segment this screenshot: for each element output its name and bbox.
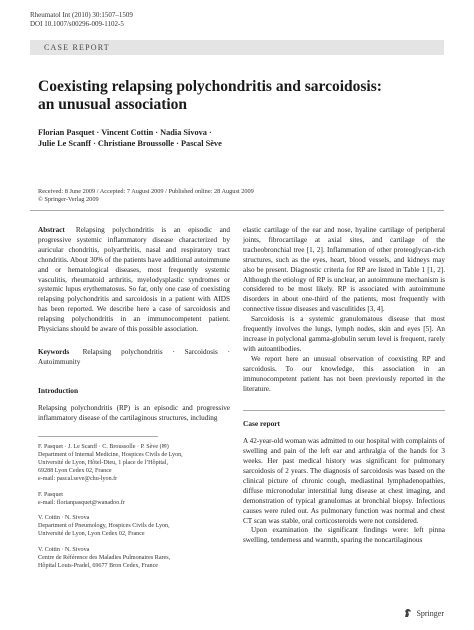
affiliation-block (38, 514, 230, 539)
authors-line-1: Florian Pasquet · Vincent Cottin · Nadia Sivova · (38, 128, 212, 137)
copyright-line: © Springer-Verlag 2009 (38, 196, 99, 203)
case-report-heading: Case report (243, 410, 445, 429)
intro-paragraph-2: Sarcoidosis is a systemic granulomatous disease that most frequently involves the lungs, lymph nodes, skin and eyes [5]. An increase in polyclonal gamma-globulin serum level is frequent, rarely with autoantibodies. (243, 315, 445, 353)
title-line-1: Coexisting relapsing polychondritis and sarcoidosis: (38, 78, 382, 95)
keywords (38, 348, 230, 368)
publisher-name: Springer (416, 608, 444, 618)
affiliation-line: F. Pasquet · J. Le Scanff · C. Broussolle · P. Sève (✉) (38, 443, 169, 450)
affiliation-line: F. Pasquet (38, 491, 63, 498)
affiliation-block (38, 443, 230, 484)
author-list (38, 127, 438, 149)
publisher-logo (403, 608, 444, 618)
abstract-label: Abstract (38, 226, 65, 234)
affiliation-line[interactable]: e-mail: florianpasquet@wanadoo.fr (38, 499, 125, 506)
affiliation-line: 69288 Lyon Cedex 02, France (38, 468, 112, 475)
introduction-text: Relapsing polychondritis (RP) is an episodic and progressive inflammatory disease of the cartilaginous structures, including (38, 403, 230, 422)
case-report-divider (243, 410, 445, 411)
intro-paragraph-1: elastic cartilage of the ear and nose, hyaline cartilage of peripheral joints, fibrocartilage at axial sites, and cartilage of the tracheobronchial tree [1, 2]. Inflammation of other proteoglycan-rich structures, such as the eyes, heart, blood vessels, and kidneys may also be present. Diagnostic criteria for RP are listed in Table 1 [1, 2]. Although the etiology of RP is unclear, an autoimmune mechanism is considered to be most likely. RP is associated with autoimmune disorders in about one-third of the patients, most frequently with connective tissue diseases and vasculitides [3, 4]. (243, 226, 445, 314)
abstract-text: Relapsing polychondritis is an episodic and progressive systemic inflammatory disease characterized by auricular chondritis, polyarthritis, nasal and respiratory tract chondritis. About 30% of the patients have additional autoimmune and or hematological diseases, most frequently systemic vasculitis, rheumatoid arthritis, myelodysplastic syndromes or systemic lupus erythematosus. So far, only one case of coexisting relapsing polychondritis and sarcoidosis in a patient with AIDS has been reported. We describe here a case of sarcoidosis and relapsing polychondritis in an immunocompetent patient. Physicians should be aware of this possible association. (38, 226, 230, 334)
affiliation-block (38, 491, 230, 507)
section-label: CASE REPORT (44, 43, 110, 52)
article-title (38, 78, 438, 114)
introduction-heading: Introduction (38, 385, 79, 395)
authors-line-2: Julie Le Scanff · Christiane Broussolle · Pascal Sève (38, 139, 222, 148)
affiliation-divider (38, 436, 158, 437)
journal-citation (30, 11, 133, 29)
received-line: Received: 8 June 2009 / Accepted: 7 August 2009 / Published online: 28 August 2009 (38, 188, 254, 195)
affiliation-line: V. Cottin · N. Sivova (38, 546, 90, 553)
divider (30, 210, 444, 211)
left-column (38, 226, 230, 577)
right-column (243, 226, 445, 546)
affiliation-line: Hôpital Louis-Pradel, 69677 Bron Cedex, France (38, 562, 158, 569)
springer-horse-icon (403, 608, 413, 618)
affiliation-line: Université de Lyon, Hôtel-Dieu, 1 place de l’Hôpital, (38, 459, 168, 466)
publication-dates (38, 188, 458, 204)
affiliation-block (38, 546, 230, 571)
keywords-text: Relapsing polychondritis · Sarcoidosis · Autoimmunity (38, 347, 230, 366)
title-line-2: an unusual association (38, 96, 188, 113)
affiliation-line: Department of Internal Medicine, Hospices Civils de Lyon, (38, 451, 183, 458)
affiliation-line: Department of Pneumology, Hospices Civils de Lyon, (38, 523, 170, 530)
affiliation-line: Université de Lyon, Lyon Cedex 02, France (38, 531, 145, 538)
affiliation-line: V. Cottin · N. Sivova (38, 514, 90, 521)
affiliations (38, 443, 230, 571)
journal-line: Rheumatol Int (2010) 30:1507–1509 (30, 11, 133, 19)
affiliation-line: Centre de Référence des Maladies Pulmonaires Rares, (38, 554, 171, 561)
affiliation-line[interactable]: e-mail: pascal.seve@chu-lyon.fr (38, 476, 118, 483)
doi-line[interactable]: DOI 10.1007/s00296-009-1102-5 (30, 20, 124, 28)
abstract (38, 226, 230, 335)
case-paragraph-2: Upon examination the significant findings were: left pinna swelling, tenderness and warmth, sparing the noncartilaginous (243, 526, 445, 545)
case-paragraph-1: A 42-year-old woman was admitted to our hospital with complaints of swelling and pain of the left ear and arthralgia of the hands for 3 weeks. Her past medical history was significant for pulmonary sarcoidosis of 2 years. The diagnosis of sarcoidosis was based on the clinical picture of chronic cough, mediastinal lymphadenopathies, diffuse micronodular interstitial lung disease at chest imaging, and demonstration of typical granulomas at bronchial biopsy. Infectious causes were ruled out. As pulmonary function was normal and chest CT scan was stable, oral corticosteroids were not considered. (243, 437, 445, 525)
keywords-label: Keywords (38, 347, 70, 356)
intro-paragraph-3: We report here an unusual observation of coexisting RP and sarcoidosis. To our knowledge, this association in an immunocompetent patient has not been previously reported in the literature. (243, 354, 445, 393)
